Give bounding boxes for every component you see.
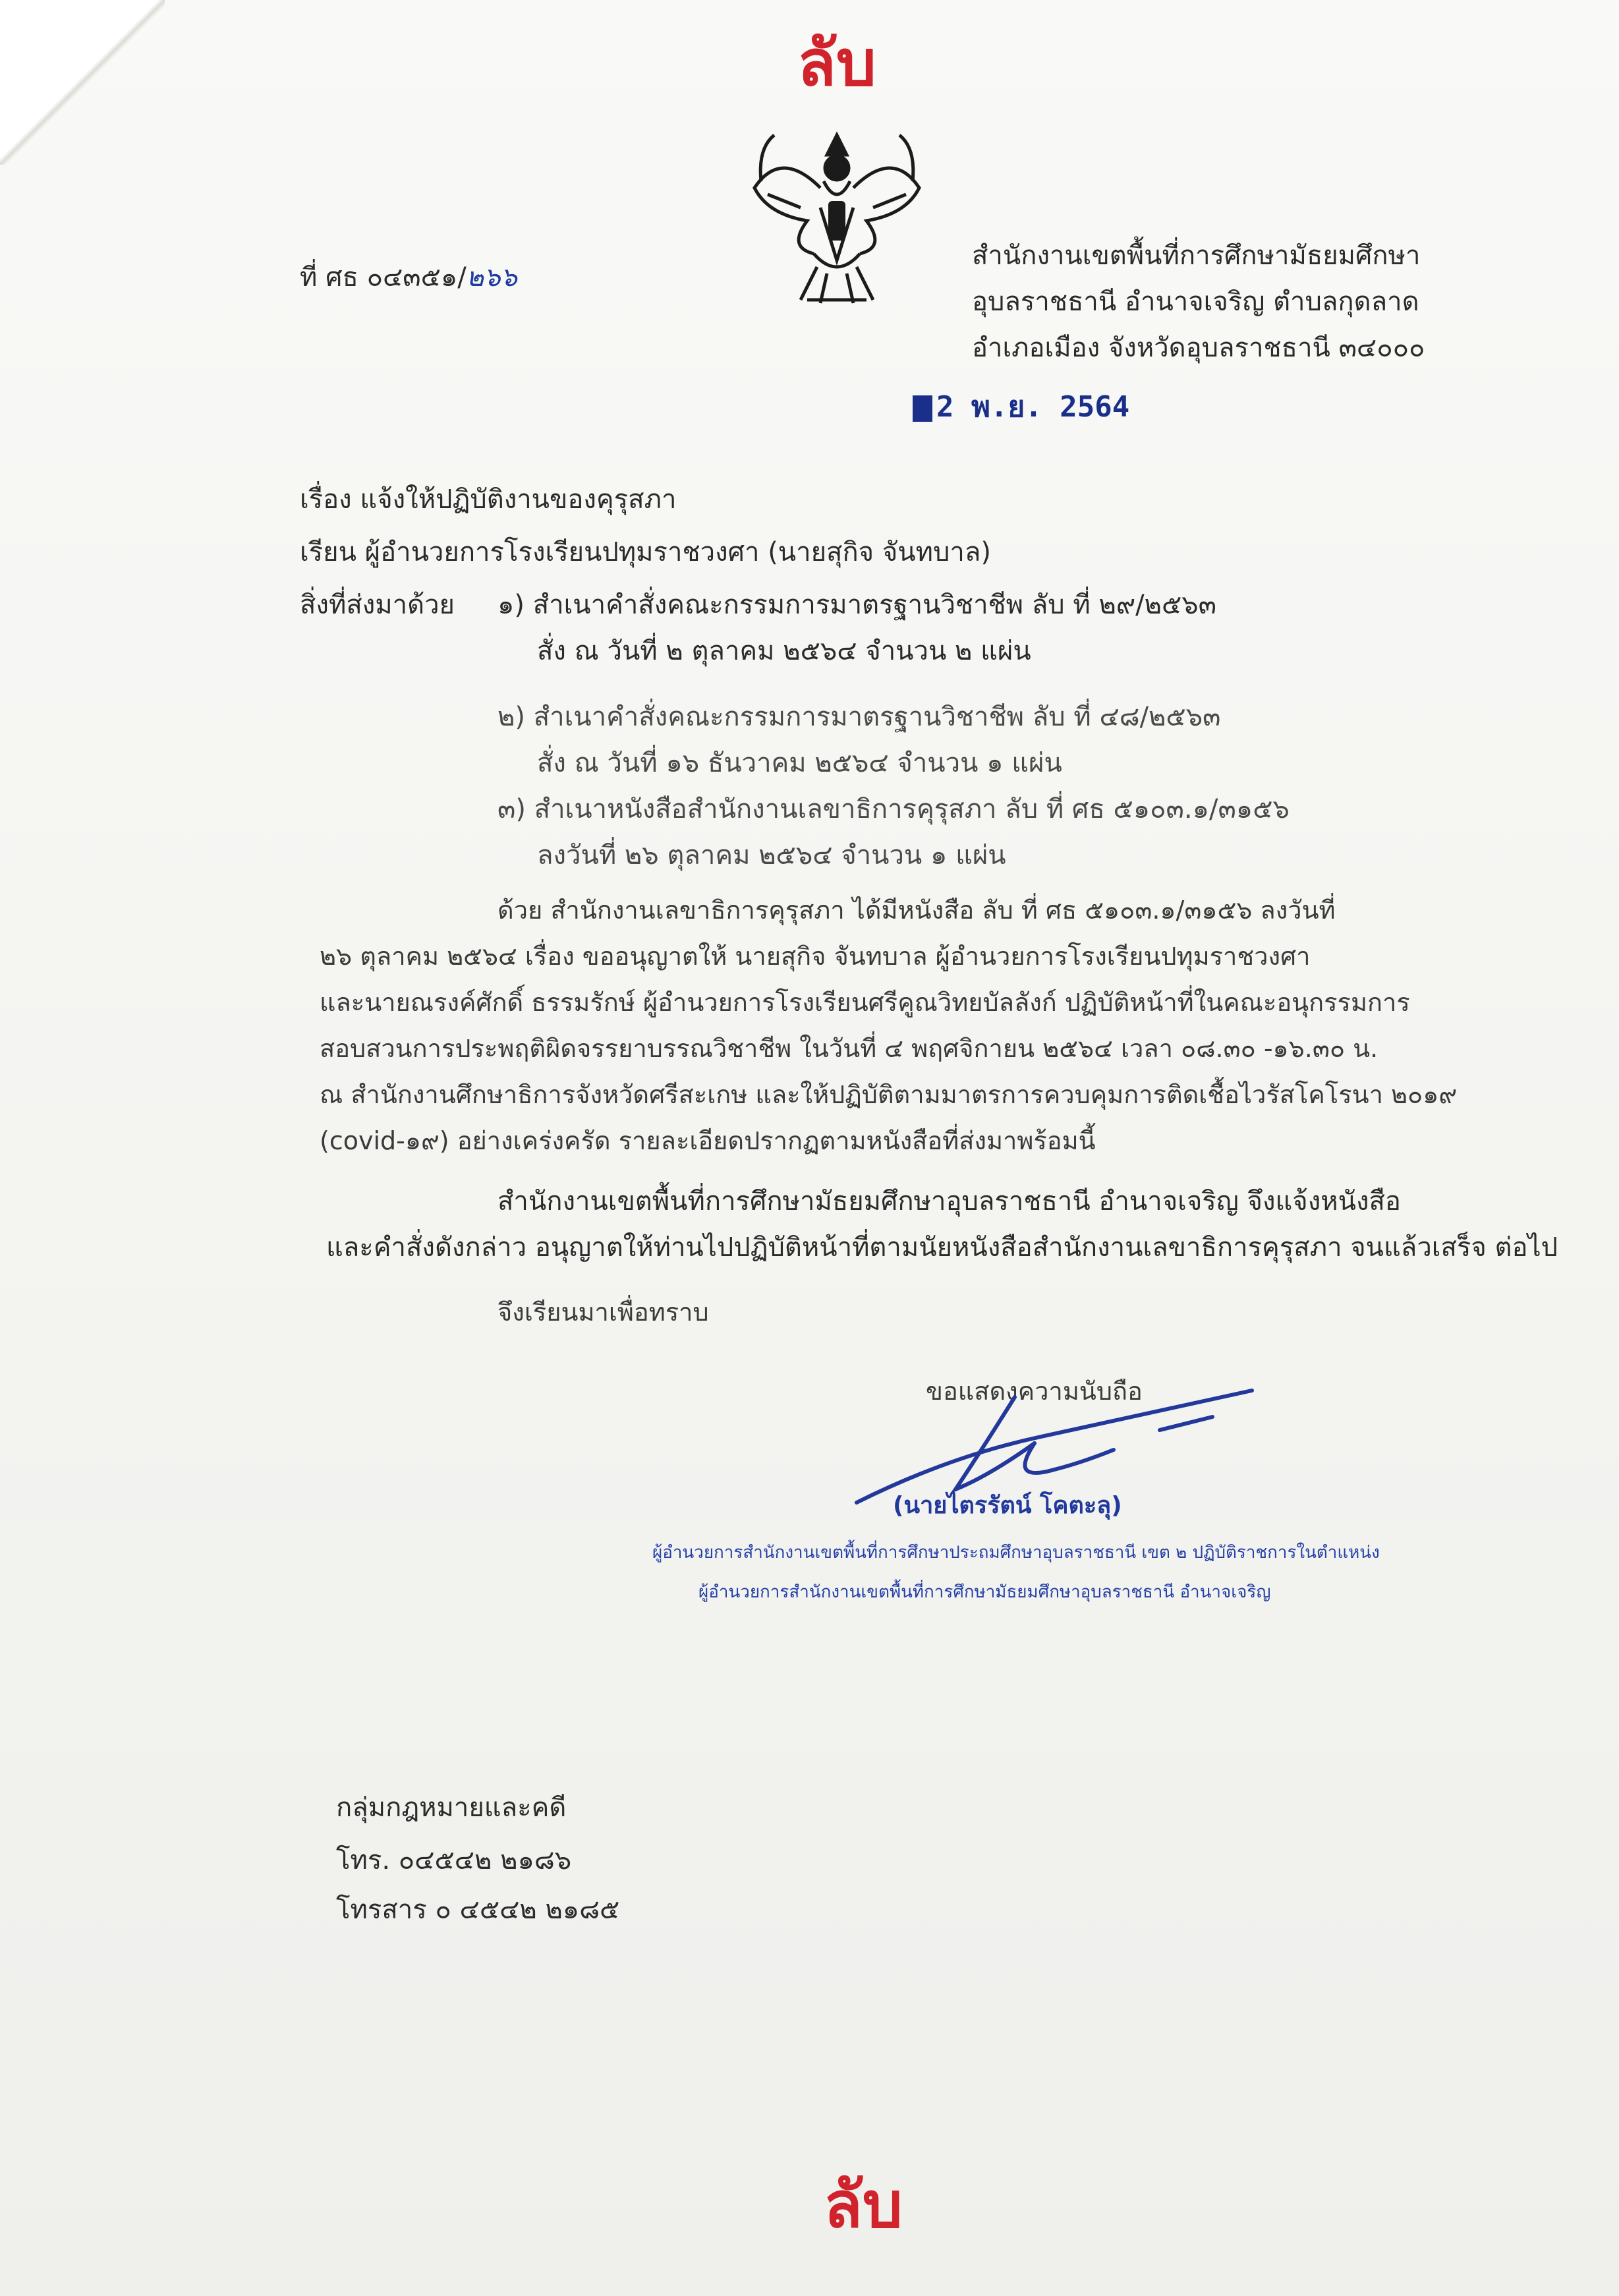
enclosure-3-line-2: ลงวันที่ ๒๖ ตุลาคม ๒๕๖๔ จำนวน ๑ แผ่น — [537, 840, 1006, 871]
body-p1-line-3: และนายณรงค์ศักดิ์ ธรรมรักษ์ ผู้อำนวยการโรงเรียนศรีคูณวิทยบัลลังก์ ปฏิบัติหน้าที่ในคณะอนุกรรมการ — [320, 988, 1410, 1017]
enclosure-2-line-2: สั่ง ณ วันที่ ๑๖ ธันวาคม ๒๕๖๔ จำนวน ๑ แผ่น — [537, 748, 1062, 778]
contact-fax: โทรสาร ๐ ๔๕๔๒ ๒๑๘๕ — [336, 1895, 620, 1925]
signatory-title-1: ผู้อำนวยการสำนักงานเขตพื้นที่การศึกษาประถมศึกษาอุบลราชธานี เขต ๒ ปฏิบัติราชการในตำแหน่ง — [652, 1543, 1380, 1563]
addressee: เรียน ผู้อำนวยการโรงเรียนปทุมราชวงศา (นายสุกิจ จันทบาล) — [300, 537, 991, 567]
body-p2-line-2: และคำสั่งดังกล่าว อนุญาตให้ท่านไปปฏิบัติหน้าที่ตามนัยหนังสือสำนักงานเลขาธิการคุรุสภา จนแล้วเสร็จ ต่อไป — [326, 1232, 1558, 1263]
classification-top: ลับ — [797, 26, 876, 100]
enclosure-2-line-1: ๒) สำเนาคำสั่งคณะกรรมการมาตรฐานวิชาชีพ ลับ ที่ ๔๘/๒๕๖๓ — [497, 702, 1221, 732]
enclosure-3-line-1: ๓) สำเนาหนังสือสำนักงานเลขาธิการคุรุสภา ลับ ที่ ศธ ๕๑๐๓.๑/๓๑๕๖ — [497, 794, 1290, 824]
agency-line-1: สำนักงานเขตพื้นที่การศึกษามัธยมศึกษา — [972, 241, 1421, 271]
body-p1-line-1: ด้วย สำนักงานเลขาธิการคุรุสภา ได้มีหนังสือ ลับ ที่ ศธ ๕๑๐๓.๑/๓๑๕๖ ลงวันที่ — [497, 896, 1336, 925]
enclosure-1-line-2: สั่ง ณ วันที่ ๒ ตุลาคม ๒๕๖๔ จำนวน ๒ แผ่น — [537, 636, 1031, 666]
agency-line-2: อุบลราชธานี อำนาจเจริญ ตำบลกุดลาด — [972, 287, 1419, 317]
classification-bottom: ลับ — [824, 2168, 903, 2242]
closing-line: จึงเรียนมาเพื่อทราบ — [497, 1298, 709, 1327]
subject: เรื่อง แจ้งให้ปฏิบัติงานของคุรุสภา — [300, 484, 677, 515]
body-p1-line-6: (covid-๑๙) อย่างเคร่งครัด รายละเอียดปรากฏตามหนังสือที่ส่งมาพร้อมนี้ — [320, 1126, 1096, 1155]
stamp-mark-icon — [913, 395, 932, 422]
body-p1-line-2: ๒๖ ตุลาคม ๒๕๖๔ เรื่อง ขออนุญาตให้ นายสุกิจ จันทบาล ผู้อำนวยการโรงเรียนปทุมราชวงศา — [320, 942, 1311, 971]
date-stamp: 2 พ.ย. 2564 — [913, 384, 1129, 430]
enclosure-1-line-1: ๑) สำเนาคำสั่งคณะกรรมการมาตรฐานวิชาชีพ ลับ ที่ ๒๙/๒๕๖๓ — [497, 590, 1216, 620]
signatory-name: (นายไตรรัตน์ โคตะลุ) — [893, 1492, 1122, 1519]
folded-corner — [0, 0, 165, 165]
contact-phone: โทร. ๐๔๕๔๒ ๒๑๘๖ — [336, 1845, 572, 1876]
body-p1-line-4: สอบสวนการประพฤติผิดจรรยาบรรณวิชาชีพ ในวันที่ ๔ พฤศจิกายน ๒๕๖๔ เวลา ๐๘.๓๐ -๑๖.๓๐ น. — [320, 1034, 1378, 1063]
agency-line-3: อำเภอเมือง จังหวัดอุบลราชธานี ๓๔๐๐๐ — [972, 333, 1425, 363]
enclosures-label: สิ่งที่ส่งมาด้วย — [300, 590, 455, 620]
garuda-emblem — [741, 109, 932, 306]
signatory-title-2: ผู้อำนวยการสำนักงานเขตพื้นที่การศึกษามัธยมศึกษาอุบลราชธานี อำนาจเจริญ — [698, 1582, 1271, 1602]
contact-division: กลุ่มกฎหมายและคดี — [336, 1793, 567, 1823]
body-p1-line-5: ณ สำนักงานศึกษาธิการจังหวัดศรีสะเกษ และให้ปฏิบัติตามมาตรการควบคุมการติดเชื้อไวรัสโคโรนา ๒๐๑๙ — [320, 1080, 1458, 1109]
regards: ขอแสดงความนับถือ — [926, 1377, 1143, 1406]
body-p2-line-1: สำนักงานเขตพื้นที่การศึกษามัธยมศึกษาอุบลราชธานี อำนาจเจริญ จึงแจ้งหนังสือ — [497, 1186, 1401, 1217]
reference-number: ที่ ศธ ๐๔๓๕๑/๒๖๖ — [300, 262, 517, 293]
